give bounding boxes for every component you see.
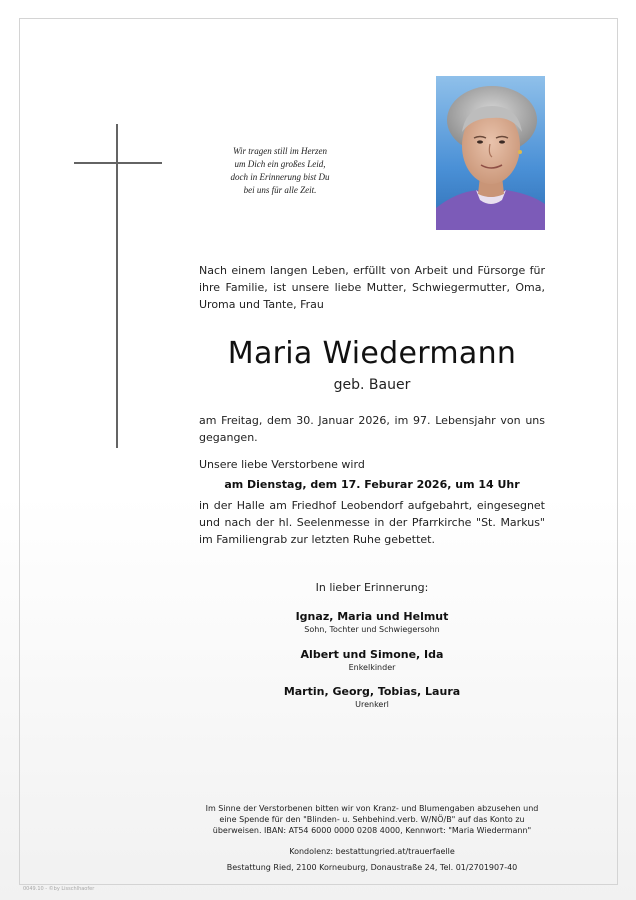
mourner-relation: Sohn, Tochter und Schwiegersohn [304,625,440,634]
poem-line: um Dich ein großes Leid, [234,159,326,169]
mourner-names: Albert und Simone, Ida [300,648,444,661]
mourner-names: Martin, Georg, Tobias, Laura [283,685,461,698]
poem-line: Wir tragen still im Herzen [233,146,327,156]
mourner-group [199,647,545,673]
burial-text: in der Halle am Friedhof Leobendorf aufgebahrt, eingesegnet und nach der hl. Seelenmesse in der Pfarrkirche "St. Markus" im Familiengrab zur letzten Ruhe gebettet. [199,499,545,546]
intro-text: Nach einem langen Leben, erfüllt von Arbeit und Fürsorge für ihre Familie, ist unsere liebe Mutter, Schwiegermutter, Oma, Uroma und Tante, Frau [199,264,545,311]
mourner-group [199,609,545,635]
death-notice: am Freitag, dem 30. Januar 2026, im 97. Lebensjahr von uns gegangen. [199,414,545,444]
birth-name: geb. Bauer [333,377,411,393]
donation-line: eine Spende für den "Blinden- u. Sehbehind.verb. W/NÖ/B" auf das Konto zu [219,815,525,824]
poem-line: bei uns für alle Zeit. [243,185,317,195]
mourner-names: Ignaz, Maria und Helmut [295,610,449,623]
print-credit: 0049.10 - ©by Lisschlhaofer [23,886,95,892]
deceased-name: Maria Wiedermann [227,336,517,371]
ceremony-date: am Dienstag, dem 17. Feburar 2026, um 14 Uhr [224,478,520,491]
poem-line: doch in Erinnerung bist Du [230,172,330,182]
mourner-relation: Enkelkinder [348,663,396,672]
donation-note [190,803,554,836]
donation-line: überweisen. IBAN: AT54 6000 0000 0208 4000, Kennwort: "Maria Wiedermann" [212,826,532,835]
undertaker-contact: Bestattung Ried, 2100 Korneuburg, Donaustraße 24, Tel. 01/2701907-40 [226,863,518,872]
ceremony-lead: Unsere liebe Verstorbene wird [199,458,365,471]
mourner-group [199,684,545,710]
remembrance-heading: In lieber Erinnerung: [315,581,429,594]
donation-line: Im Sinne der Verstorbenen bitten wir von Kranz- und Blumengaben abzusehen und [205,804,539,813]
mourner-relation: Urenkerl [355,700,389,709]
condolence-link: Kondolenz: bestattungried.at/trauerfaelle [289,847,455,856]
portrait-photo [436,76,545,230]
memorial-poem [218,145,342,197]
